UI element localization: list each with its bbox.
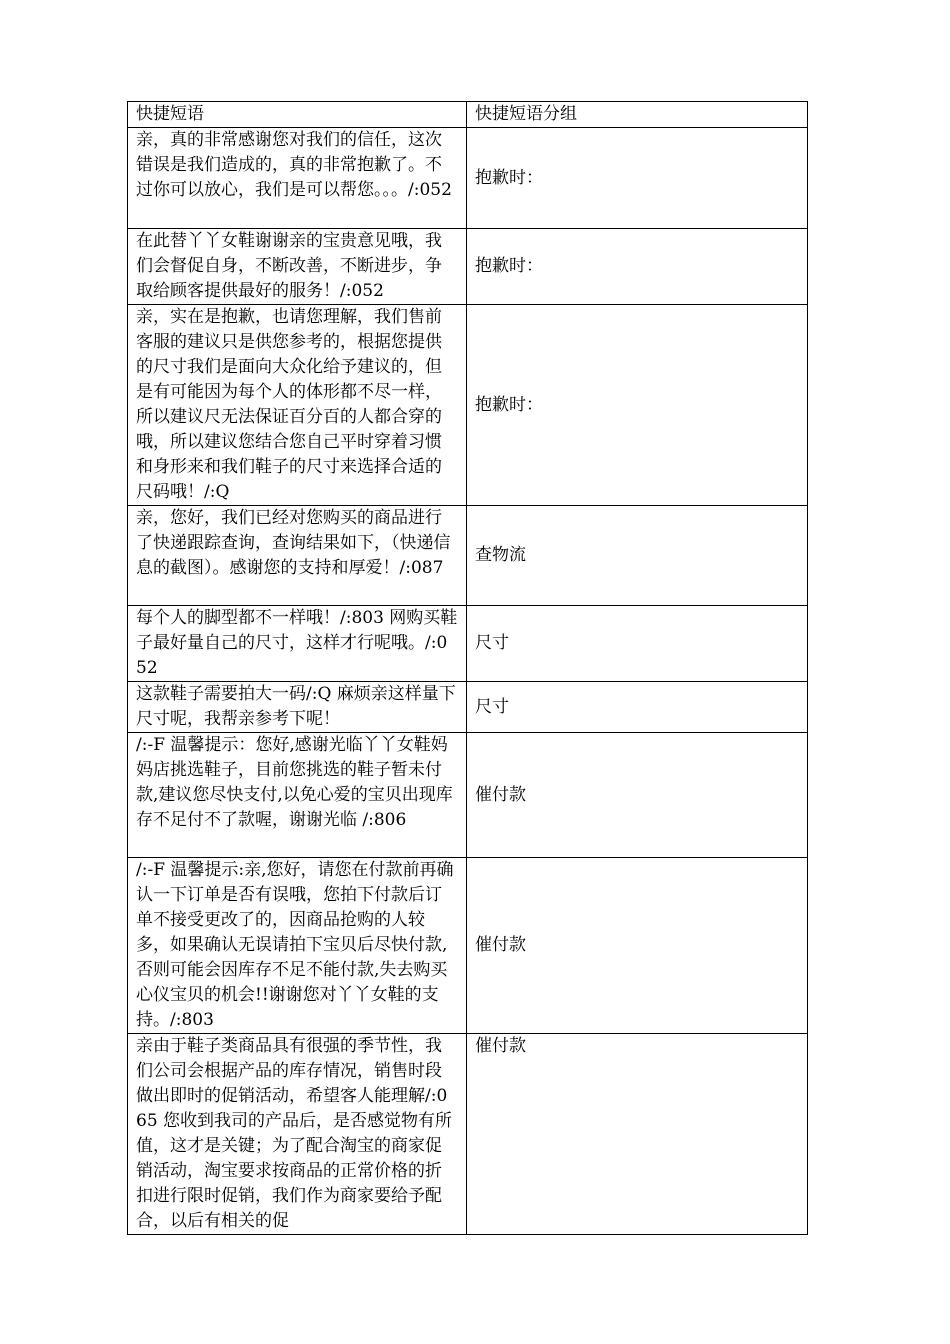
table-header-row	[128, 102, 808, 128]
header-quick-phrase: 快捷短语	[128, 102, 467, 128]
group-cell: 催付款	[467, 733, 808, 858]
table-row	[128, 682, 808, 733]
table-row	[128, 606, 808, 682]
table-row	[128, 229, 808, 305]
table-row	[128, 1034, 808, 1235]
phrase-cell: /:-F 温馨提示：您好,感谢光临丫丫女鞋妈妈店挑选鞋子，目前您挑选的鞋子暂未付款,建议您尽快支付,以免心爱的宝贝出现库存不足付不了款喔，谢谢光临 /:806	[128, 733, 467, 858]
group-cell: 抱歉时：	[467, 229, 808, 305]
group-cell: 催付款	[467, 1034, 808, 1235]
group-cell: 查物流	[467, 506, 808, 606]
table-row	[128, 128, 808, 229]
table-row	[128, 733, 808, 858]
quick-phrase-table	[127, 101, 808, 1235]
phrase-cell: 亲由于鞋子类商品具有很强的季节性，我们公司会根据产品的库存情况，销售时段做出即时的促销活动，希望客人能理解/:065 您收到我司的产品后，是否感觉物有所值，这才是关键；为了配合淘宝的商家促销活动，淘宝要求按商品的正常价格的折扣进行限时促销，我们作为商家要给予配合，以后有相关的促	[128, 1034, 467, 1235]
phrase-cell: 亲，真的非常感谢您对我们的信任，这次错误是我们造成的，真的非常抱歉了。不过你可以放心，我们是可以帮您。。。/:052	[128, 128, 467, 229]
table-row	[128, 858, 808, 1034]
phrase-cell: /:-F 温馨提示:亲,您好，请您在付款前再确认一下订单是否有误哦，您拍下付款后订单不接受更改了的，因商品抢购的人较多，如果确认无误请拍下宝贝后尽快付款,否则可能会因库存不足不能付款,失去购买心仪宝贝的机会!!谢谢您对丫丫女鞋的支持。/:803	[128, 858, 467, 1034]
group-cell: 尺寸	[467, 682, 808, 733]
table-row	[128, 506, 808, 606]
group-cell: 抱歉时：	[467, 128, 808, 229]
table-row	[128, 305, 808, 506]
phrase-cell: 每个人的脚型都不一样哦！/:803 网购买鞋子最好量自己的尺寸，这样才行呢哦。/:052	[128, 606, 467, 682]
header-phrase-group: 快捷短语分组	[467, 102, 808, 128]
group-cell: 催付款	[467, 858, 808, 1034]
phrase-cell: 这款鞋子需要拍大一码/:Q 麻烦亲这样量下尺寸呢，我帮亲参考下呢！	[128, 682, 467, 733]
phrase-cell: 亲，您好，我们已经对您购买的商品进行了快递跟踪查询，查询结果如下，（快递信息的截图）。感谢您的支持和厚爱！/:087	[128, 506, 467, 606]
group-cell: 尺寸	[467, 606, 808, 682]
phrase-cell: 亲，实在是抱歉，也请您理解，我们售前客服的建议只是供您参考的，根据您提供的尺寸我们是面向大众化给予建议的，但是有可能因为每个人的体形都不尽一样，所以建议尺无法保证百分百的人都合穿的哦，所以建议您结合您自己平时穿着习惯和身形来和我们鞋子的尺寸来选择合适的尺码哦！/:Q	[128, 305, 467, 506]
phrase-cell: 在此替丫丫女鞋谢谢亲的宝贵意见哦，我们会督促自身，不断改善，不断进步，争取给顾客提供最好的服务！/:052	[128, 229, 467, 305]
group-cell: 抱歉时：	[467, 305, 808, 506]
